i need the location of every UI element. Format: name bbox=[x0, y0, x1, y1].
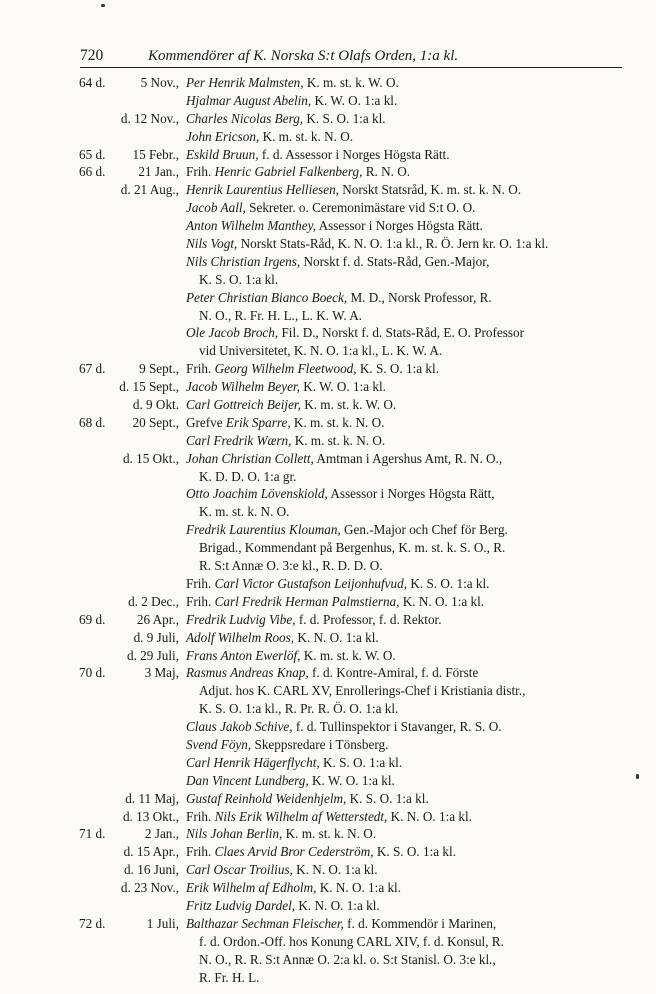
entry-line bbox=[0, 557, 656, 575]
entry-text bbox=[186, 146, 450, 164]
entry-year: 65 d. bbox=[79, 146, 106, 162]
entry-line bbox=[0, 181, 656, 199]
entry-text bbox=[186, 664, 478, 682]
entry-text bbox=[186, 754, 402, 772]
entry-line bbox=[0, 235, 656, 253]
entry-details: K. m. st. k. W. O. bbox=[300, 647, 396, 663]
entry-person-name: Per Henrik Malmsten, bbox=[186, 75, 304, 90]
entry-person-name: Dan Vincent Lundberg, bbox=[186, 772, 309, 788]
entry-details: K. m. st. k. N. O. bbox=[259, 128, 354, 144]
entry-continuation bbox=[199, 951, 496, 969]
entry-person-name: Charles Nicolas Berg, bbox=[186, 110, 304, 126]
entry-details: K. m. st. k. W. O. bbox=[303, 75, 399, 90]
entry-line bbox=[0, 378, 656, 396]
entry-date: 26 Apr., bbox=[136, 611, 179, 627]
entry-person-name: Carl Oscar Troilius, bbox=[186, 862, 293, 878]
entry-text bbox=[186, 843, 456, 861]
entry-date: 9 Sept., bbox=[139, 361, 179, 377]
entry-line bbox=[0, 664, 656, 682]
entry-text bbox=[186, 199, 475, 217]
entry-details: Gen.-Major och Chef för Berg. bbox=[340, 522, 508, 538]
entry-details: K. N. O. 1:a kl. bbox=[295, 897, 380, 913]
entry-details: Norskt Stats-Råd, K. N. O. 1:a kl., R. Ö. Jern kr. O. 1:a kl. bbox=[237, 236, 549, 252]
entry-text bbox=[186, 718, 502, 736]
entry-person-name: Peter Christian Bianco Boeck, bbox=[186, 289, 348, 305]
entry-text bbox=[186, 915, 496, 933]
entry-person-name: Johan Christian Collett, bbox=[186, 450, 314, 466]
entry-details: f. d. Assessor i Norges Högsta Rätt. bbox=[258, 146, 450, 162]
entry-details: K. m. st. k. N. O. bbox=[290, 414, 385, 430]
entry-text bbox=[186, 575, 489, 593]
entry-text bbox=[186, 414, 384, 432]
entry-title-prefix: Frih. bbox=[186, 361, 215, 377]
entry-year: 68 d. bbox=[79, 414, 106, 430]
entry-continuation bbox=[199, 468, 296, 486]
entry-text bbox=[186, 629, 379, 647]
entry-date: 20 Sept., bbox=[132, 414, 179, 430]
entry-date: 2 Jan., bbox=[144, 826, 179, 842]
entry-year: 66 d. bbox=[79, 164, 106, 180]
entry-title-prefix: Frih. bbox=[186, 575, 215, 591]
entry-details: K. N. O. 1:a kl. bbox=[387, 808, 472, 824]
entry-line bbox=[0, 969, 656, 987]
entry-date: 21 Jan., bbox=[138, 164, 179, 180]
entry-details: K. S. O. 1:a kl. bbox=[356, 361, 439, 377]
entry-line bbox=[0, 468, 656, 486]
entry-date: d. 15 Apr., bbox=[123, 844, 179, 860]
entry-line bbox=[0, 700, 656, 718]
entry-title-prefix: Grefve bbox=[186, 414, 226, 430]
entry-details: K. N. O. 1:a kl. bbox=[294, 629, 379, 645]
entry-line bbox=[0, 503, 656, 521]
entry-details: K. S. O. 1:a kl. bbox=[407, 575, 490, 591]
entry-details: K. m. st. k. W. O. bbox=[300, 397, 397, 413]
entry-date: d. 11 Maj, bbox=[125, 790, 179, 806]
entry-text bbox=[186, 253, 489, 271]
running-title: Kommendörer af K. Norska S:t Olafs Orden, 1:a kl. bbox=[148, 48, 459, 64]
entry-line bbox=[0, 629, 656, 647]
entry-text bbox=[186, 396, 396, 414]
entry-continuation bbox=[199, 342, 442, 360]
entry-details: K. S. O. 1:a kl. bbox=[319, 754, 403, 770]
entry-text bbox=[186, 808, 472, 826]
entry-text bbox=[186, 378, 386, 396]
entry-line bbox=[0, 647, 656, 665]
entry-line bbox=[0, 396, 656, 414]
entry-line bbox=[0, 539, 656, 557]
entry-line bbox=[0, 307, 656, 325]
entry-line bbox=[0, 593, 656, 611]
entry-continuation bbox=[199, 307, 362, 325]
entry-line bbox=[0, 772, 656, 790]
entry-text bbox=[186, 897, 380, 915]
entry-text bbox=[186, 521, 508, 539]
entry-date: d. 13 Okt., bbox=[122, 808, 179, 824]
entry-year: 70 d. bbox=[79, 665, 106, 681]
entry-line bbox=[0, 754, 656, 772]
entry-date: 5 Nov., bbox=[140, 75, 179, 90]
entry-continuation bbox=[199, 503, 289, 521]
entry-line bbox=[0, 163, 656, 181]
entry-continuation bbox=[199, 539, 505, 557]
entry-person-name: Fritz Ludvig Dardel, bbox=[186, 897, 296, 913]
entry-details: Skeppsredare i Tönsberg. bbox=[251, 736, 389, 752]
entry-person-name: Claes Arvid Bror Cederström, bbox=[214, 844, 374, 860]
entry-line bbox=[0, 736, 656, 754]
entry-person-name: Fredrik Ludvig Vibe, bbox=[186, 611, 296, 627]
entry-line bbox=[0, 897, 656, 915]
entry-person-name: Nils Christian Irgens, bbox=[186, 253, 301, 269]
entry-person-name: Jacob Wilhelm Beyer, bbox=[186, 379, 300, 395]
entry-date: d. 16 Juni, bbox=[124, 862, 179, 878]
entry-details: Assessor i Norges Högsta Rätt. bbox=[316, 218, 483, 234]
entry-person-name: Gustaf Reinhold Weidenhjelm, bbox=[186, 790, 347, 806]
entry-text bbox=[186, 74, 399, 92]
entry-person-name: Rasmus Andreas Knap, bbox=[186, 665, 309, 681]
entry-date: 15 Febr., bbox=[132, 146, 179, 162]
entry-line bbox=[0, 790, 656, 808]
entry-continuation bbox=[199, 557, 383, 575]
entry-line bbox=[0, 879, 656, 897]
entry-details: K. S. O. 1:a kl. bbox=[373, 844, 456, 860]
entry-text bbox=[186, 593, 484, 611]
entry-text bbox=[186, 110, 386, 128]
entry-text bbox=[186, 289, 492, 307]
entry-text bbox=[186, 163, 410, 181]
entry-person-name: Adolf Wilhelm Roos, bbox=[186, 629, 295, 645]
entry-person-name: Henrik Laurentius Helliesen, bbox=[186, 182, 339, 198]
entry-year: 69 d. bbox=[79, 611, 106, 627]
entry-person-name: Georg Wilhelm Fleetwood, bbox=[214, 361, 357, 377]
entry-year: 72 d. bbox=[79, 915, 106, 931]
entry-person-name: Nils Vogt, bbox=[186, 236, 238, 252]
entry-details: Norskt Statsråd, K. m. st. k. N. O. bbox=[338, 182, 522, 198]
entry-person-name: Carl Fredrik Wærn, bbox=[186, 432, 292, 448]
entry-person-name: Hjalmar August Abelin, bbox=[186, 92, 312, 108]
entry-title-prefix: Frih. bbox=[186, 593, 215, 609]
entry-line bbox=[0, 253, 656, 271]
entry-person-name: Carl Henrik Hägerflycht, bbox=[186, 754, 320, 770]
entry-person-name: Anton Wilhelm Manthey, bbox=[186, 218, 317, 234]
entry-details: N. O., R. Fr. H. L., L. K. W. A. bbox=[199, 307, 363, 323]
entry-person-name: Nils Erik Wilhelm af Wetterstedt, bbox=[214, 808, 388, 824]
entry-details: f. d. Professor, f. d. Rektor. bbox=[295, 611, 442, 627]
entry-person-name: Eskild Bruun, bbox=[186, 146, 259, 162]
entry-line bbox=[0, 450, 656, 468]
entry-details: Amtman i Agershus Amt, R. N. O., bbox=[313, 450, 503, 466]
entry-details: R. Fr. H. L. bbox=[199, 969, 260, 985]
entry-text bbox=[186, 879, 401, 897]
entry-person-name: John Ericson, bbox=[186, 128, 260, 144]
entry-date: d. 2 Dec., bbox=[128, 593, 179, 609]
entry-details: K. N. O. 1:a kl. bbox=[316, 880, 402, 896]
entry-text bbox=[186, 736, 388, 754]
entry-details: f. d. Kommendör i Marinen, bbox=[343, 915, 497, 931]
entry-line bbox=[0, 915, 656, 933]
entry-person-name: Carl Victor Gustafson Leijonhufvud, bbox=[214, 575, 408, 591]
entry-details: K. S. O. 1:a kl., R. Pr. R. Ö. O. 1:a kl. bbox=[199, 701, 399, 717]
entry-continuation bbox=[199, 271, 278, 289]
entry-person-name: Ole Jacob Broch, bbox=[186, 325, 279, 341]
entry-person-name: Erik Sparre, bbox=[225, 414, 291, 430]
print-speck bbox=[101, 4, 105, 7]
entry-details: f. d. Tullinspektor i Stavanger, R. S. O. bbox=[292, 719, 502, 735]
entry-details: K. W. O. 1:a kl. bbox=[299, 379, 386, 395]
entry-line bbox=[0, 74, 656, 92]
entry-line bbox=[0, 217, 656, 235]
entry-text bbox=[186, 217, 483, 235]
entry-details: K. W. O. 1:a kl. bbox=[311, 92, 398, 108]
entry-line bbox=[0, 110, 656, 128]
entry-person-name: Otto Joachim Lövenskiold, bbox=[186, 486, 328, 502]
entry-text bbox=[186, 647, 396, 665]
entry-details: K. N. O. 1:a kl. bbox=[399, 593, 485, 609]
entry-line bbox=[0, 825, 656, 843]
print-speck bbox=[636, 774, 639, 779]
entry-details: N. O., R. R. S:t Annæ O. 2:a kl. o. S:t Stanisl. O. 3:e kl., bbox=[199, 951, 496, 967]
page-header bbox=[80, 46, 620, 66]
entry-person-name: Carl Gottreich Beijer, bbox=[186, 397, 301, 413]
entry-details: M. D., Norsk Professor, R. bbox=[347, 289, 492, 305]
entry-person-name: Svend Föyn, bbox=[186, 736, 252, 752]
entry-details: R. S:t Annæ O. 3:e kl., R. D. D. O. bbox=[199, 558, 383, 574]
entry-details: Fil. D., Norskt f. d. Stats-Råd, E. O. Professor bbox=[278, 325, 524, 341]
entry-text bbox=[186, 324, 524, 342]
entry-date: d. 12 Nov., bbox=[120, 110, 179, 126]
entry-details: Brigad., Kommendant på Bergenhus, K. m. st. k. S. O., R. bbox=[199, 540, 506, 556]
entry-text bbox=[186, 825, 376, 843]
entry-date: d. 15 Okt., bbox=[122, 450, 179, 466]
entry-text bbox=[186, 450, 502, 468]
entry-date: 1 Juli, bbox=[146, 915, 179, 931]
entry-line bbox=[0, 128, 656, 146]
entry-text bbox=[186, 360, 439, 378]
entry-details: K. N. O. 1:a kl. bbox=[292, 862, 378, 878]
entry-person-name: Nils Johan Berlin, bbox=[186, 826, 283, 842]
entry-details: Assessor i Norges Högsta Rätt, bbox=[327, 486, 495, 502]
entry-person-name: Frans Anton Ewerlöf, bbox=[186, 647, 301, 663]
entry-details: Norskt f. d. Stats-Råd, Gen.-Major, bbox=[300, 253, 490, 269]
entry-date: d. 21 Aug., bbox=[120, 182, 179, 198]
entry-text bbox=[186, 772, 395, 790]
entry-line bbox=[0, 146, 656, 164]
entry-person-name: Claus Jakob Schive, bbox=[186, 719, 293, 735]
entry-continuation bbox=[199, 682, 525, 700]
entry-line bbox=[0, 485, 656, 503]
entry-details: K. S. O. 1:a kl. bbox=[303, 110, 386, 126]
entry-line bbox=[0, 271, 656, 289]
entry-details: K. W. O. 1:a kl. bbox=[308, 772, 395, 788]
entry-details: f. d. Kontre-Amiral, f. d. Förste bbox=[308, 665, 479, 681]
entry-person-name: Balthazar Sechman Fleischer, bbox=[186, 915, 344, 931]
header-rule bbox=[80, 67, 622, 68]
entry-line bbox=[0, 951, 656, 969]
entry-details: K. m. st. k. N. O. bbox=[282, 826, 377, 842]
entry-details: K. m. st. k. N. O. bbox=[199, 504, 290, 520]
entry-date: d. 23 Nov., bbox=[120, 880, 179, 896]
entry-year: 64 d. bbox=[79, 75, 106, 90]
entry-line bbox=[0, 342, 656, 360]
entry-text bbox=[186, 432, 385, 450]
entry-text bbox=[186, 611, 442, 629]
entry-details: K. m. st. k. N. O. bbox=[291, 432, 386, 448]
entry-line bbox=[0, 199, 656, 217]
entry-date: d. 15 Sept., bbox=[119, 379, 179, 395]
entry-date: d. 9 Juli, bbox=[133, 629, 179, 645]
page-number: 720 bbox=[80, 47, 104, 64]
entry-line bbox=[0, 575, 656, 593]
entry-line bbox=[0, 324, 656, 342]
entry-details: K. D. D. O. 1:a gr. bbox=[199, 468, 297, 484]
entry-line bbox=[0, 521, 656, 539]
entry-text bbox=[186, 235, 548, 253]
entry-title-prefix: Frih. bbox=[186, 844, 215, 860]
entry-line bbox=[0, 718, 656, 736]
entry-continuation bbox=[199, 969, 259, 987]
entry-list bbox=[0, 74, 656, 986]
entry-line bbox=[0, 360, 656, 378]
entry-date: d. 29 Juli, bbox=[126, 647, 179, 663]
entry-details: vid Universitetet, K. N. O. 1:a kl., L. K. W. A. bbox=[199, 343, 443, 359]
entry-date: d. 9 Okt. bbox=[132, 397, 179, 413]
entry-line bbox=[0, 808, 656, 826]
entry-person-name: Erik Wilhelm af Edholm, bbox=[186, 880, 317, 896]
entry-continuation bbox=[199, 700, 398, 718]
entry-details: Sekreter. o. Ceremonimästare vid S:t O. O. bbox=[245, 200, 476, 216]
entry-date: 3 Maj, bbox=[144, 665, 179, 681]
entry-person-name: Carl Fredrik Herman Palmstierna, bbox=[214, 593, 400, 609]
entry-person-name: Fredrik Laurentius Klouman, bbox=[186, 522, 341, 538]
entry-line bbox=[0, 289, 656, 307]
entry-line bbox=[0, 611, 656, 629]
entry-year: 71 d. bbox=[79, 826, 106, 842]
entry-line bbox=[0, 92, 656, 110]
entry-text bbox=[186, 485, 495, 503]
entry-title-prefix: Frih. bbox=[186, 164, 215, 180]
entry-line bbox=[0, 414, 656, 432]
entry-person-name: Henric Gabriel Falkenberg, bbox=[214, 164, 363, 180]
entry-details: Adjut. hos K. CARL XV, Enrollerings-Chef i Kristiania distr., bbox=[199, 683, 526, 699]
entry-details: K. S. O. 1:a kl. bbox=[346, 790, 429, 806]
entry-line bbox=[0, 843, 656, 861]
entry-details: f. d. Ordon.-Off. hos Konung CARL XIV, f. d. Konsul, R. bbox=[199, 933, 504, 949]
entry-line bbox=[0, 432, 656, 450]
entry-title-prefix: Frih. bbox=[186, 808, 215, 824]
entry-person-name: Jacob Aall, bbox=[186, 200, 246, 216]
entry-text bbox=[186, 92, 397, 110]
entry-details: R. N. O. bbox=[362, 164, 411, 180]
entry-line bbox=[0, 861, 656, 879]
entry-text bbox=[186, 790, 429, 808]
entry-details: K. S. O. 1:a kl. bbox=[199, 271, 279, 287]
entry-line bbox=[0, 682, 656, 700]
entry-line bbox=[0, 933, 656, 951]
entry-text bbox=[186, 861, 378, 879]
entry-continuation bbox=[199, 933, 504, 951]
entry-text bbox=[186, 181, 521, 199]
entry-year: 67 d. bbox=[79, 361, 106, 377]
entry-text bbox=[186, 128, 353, 146]
